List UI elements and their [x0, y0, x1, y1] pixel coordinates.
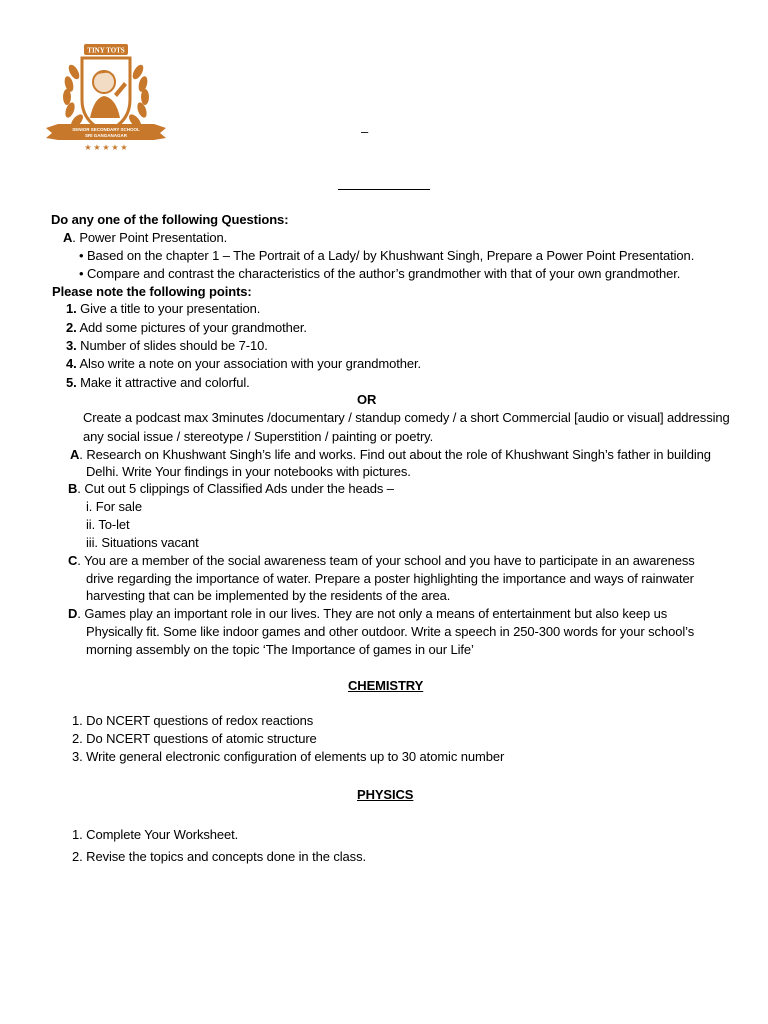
task-c-cont: harvesting that can be implemented by the residents of the area.	[86, 588, 451, 603]
svg-text:★: ★	[84, 143, 92, 152]
option-a-marker: A	[63, 230, 73, 245]
task-b: B. Cut out 5 clippings of Classified Ads under the heads –	[68, 481, 394, 496]
or-label: OR	[357, 392, 377, 407]
questions-heading: Do any one of the following Questions:	[51, 212, 289, 227]
point-item: 1. Give a title to your presentation.	[66, 301, 261, 316]
bullet-item: • Compare and contrast the characteristics of the author’s grandmother with that of your own grandmother.	[79, 266, 681, 281]
section-underline-rule	[338, 189, 430, 190]
point-item: 3. Number of slides should be 7-10.	[66, 338, 268, 353]
task-b-sub: i. For sale	[86, 499, 142, 514]
svg-text:★: ★	[111, 143, 119, 152]
svg-text:★: ★	[120, 143, 128, 152]
option-a-text: . Power Point Presentation.	[72, 230, 228, 245]
task-d: D. Games play an important role in our lives. They are not only a means of entertainment but also keep us	[68, 606, 668, 621]
chemistry-item: 3. Write general electronic configuration of elements up to 30 atomic number	[72, 749, 505, 764]
podcast-line: Create a podcast max 3minutes /documentary / standup comedy / a short Commercial [audio or visual] addressing	[83, 410, 730, 425]
task-a-cont: Delhi. Write Your findings in your notebooks with pictures.	[86, 464, 411, 479]
task-d-cont: Physically fit. Some like indoor games and other outdoor. Write a speech in 250-300 words for your school’s	[86, 624, 695, 639]
task-d-cont: morning assembly on the topic ‘The Importance of games in our Life’	[86, 642, 474, 657]
option-a	[63, 229, 227, 246]
physics-heading: PHYSICS	[357, 787, 414, 802]
svg-text:SRI GANGANAGAR: SRI GANGANAGAR	[84, 133, 128, 138]
chemistry-item: 1. Do NCERT questions of redox reactions	[72, 713, 314, 728]
task-c: C. You are a member of the social awareness team of your school and you have to participate in an awareness	[68, 553, 695, 568]
svg-text:★: ★	[93, 143, 101, 152]
chemistry-item: 2. Do NCERT questions of atomic structure	[72, 731, 317, 746]
svg-text:★: ★	[102, 143, 110, 152]
point-item: 4. Also write a note on your association with your grandmother.	[66, 356, 422, 371]
school-crest-logo	[44, 42, 168, 154]
task-b-sub: iii. Situations vacant	[86, 535, 199, 550]
chemistry-heading: CHEMISTRY	[348, 678, 424, 693]
point-item: 2. Add some pictures of your grandmother.	[66, 320, 307, 335]
task-c-cont: drive regarding the importance of water. Prepare a poster highlighting the importance and ways of rainwater	[86, 571, 694, 586]
podcast-line: any social issue / stereotype / Superstition / painting or poetry.	[83, 429, 434, 444]
physics-item: 1. Complete Your Worksheet.	[72, 827, 239, 842]
bullet-item: • Based on the chapter 1 – The Portrait of a Lady/ by Khushwant Singh, Prepare a Power Point Presentation.	[79, 248, 695, 263]
svg-text:TINY TOTS: TINY TOTS	[87, 46, 125, 55]
svg-text:SENIOR SECONDARY SCHOOL: SENIOR SECONDARY SCHOOL	[72, 127, 140, 132]
physics-item: 2. Revise the topics and concepts done in the class.	[72, 849, 366, 864]
task-a: A. Research on Khushwant Singh’s life and works. Find out about the role of Khushwant Singh’s father in building	[70, 447, 711, 462]
task-b-sub: ii. To-let	[86, 517, 130, 532]
header-dash: –	[361, 124, 369, 139]
point-item: 5. Make it attractive and colorful.	[66, 375, 250, 390]
note-heading: Please note the following points:	[52, 284, 252, 299]
